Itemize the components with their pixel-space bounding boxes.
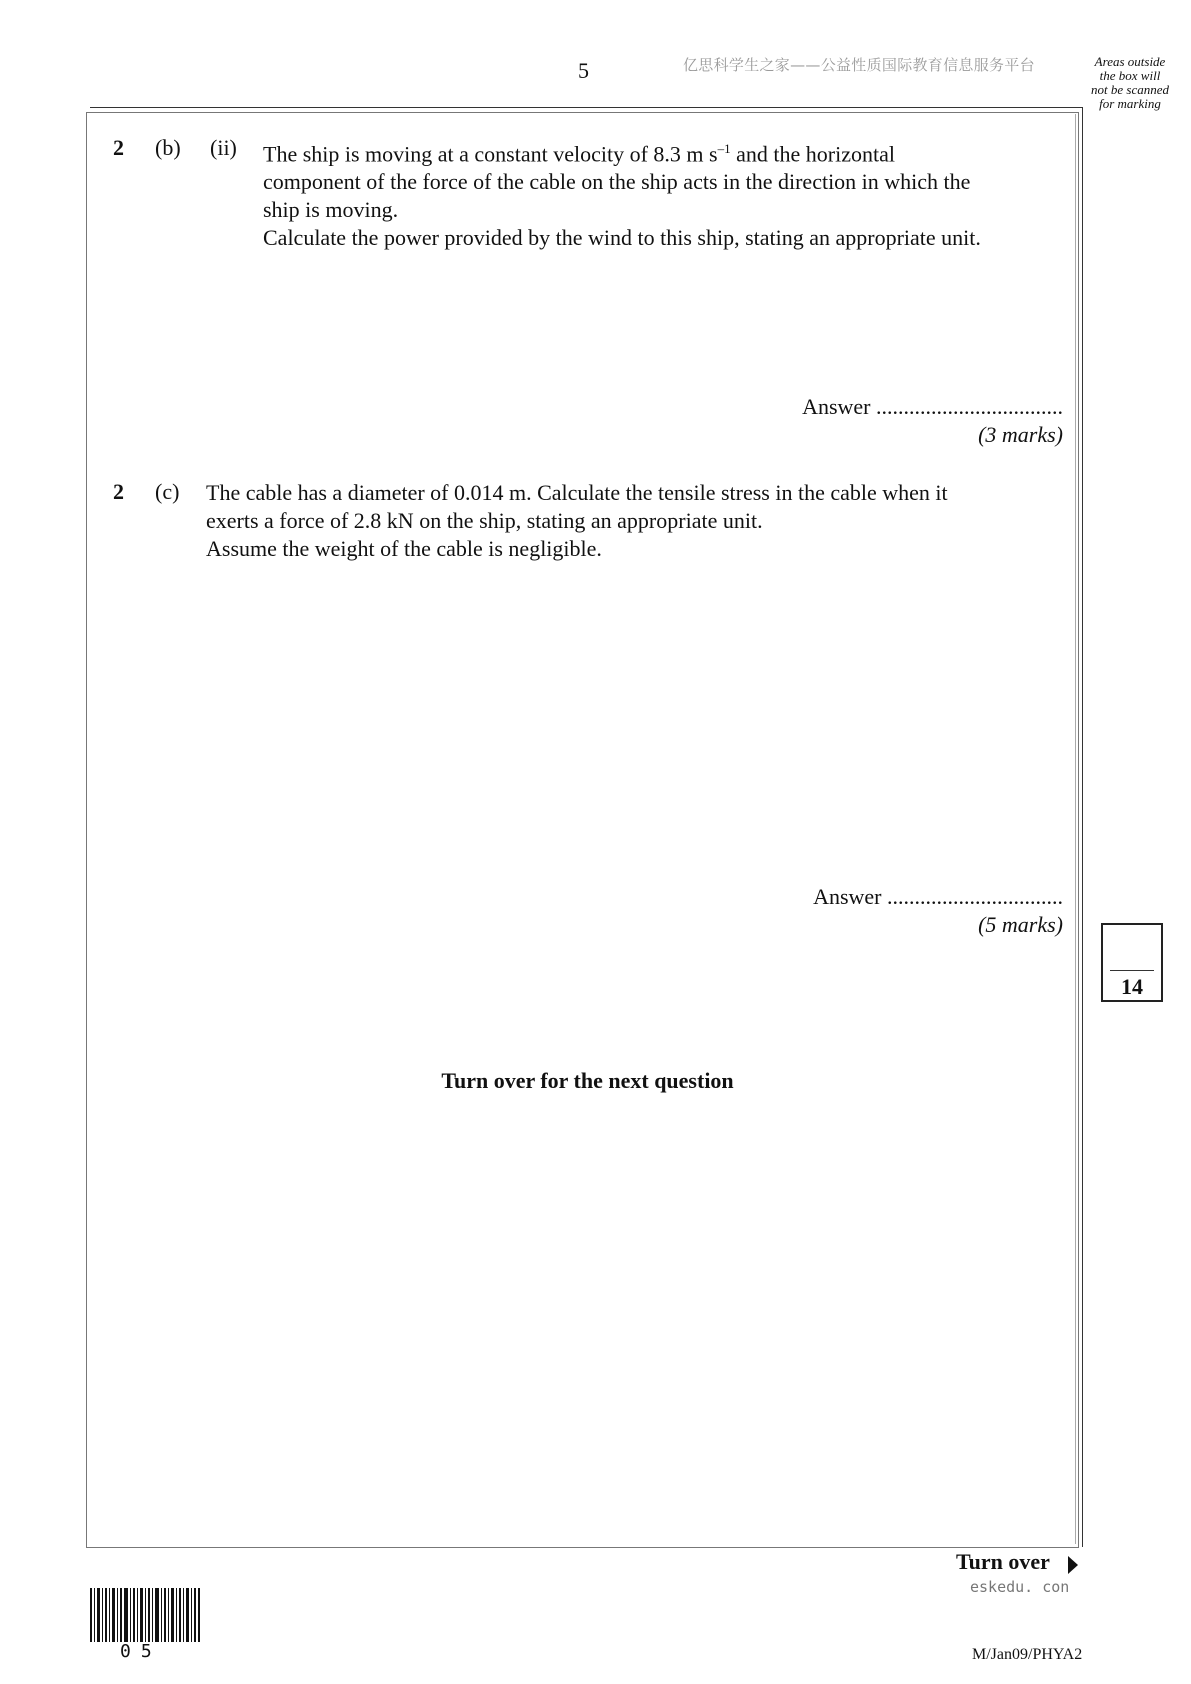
question-number: 2 bbox=[113, 135, 124, 160]
margin-note-line: not be scanned bbox=[1091, 82, 1169, 97]
question-line-part: and the horizontal bbox=[730, 141, 895, 167]
footer-watermark: eskedu. con bbox=[970, 1578, 1070, 1596]
margin-note-line: Areas outside bbox=[1094, 54, 1166, 69]
question-line: Assume the weight of the cable is negligible. bbox=[206, 536, 602, 561]
margin-rule bbox=[1082, 107, 1083, 1547]
question-line bbox=[263, 135, 1073, 168]
score-total: 14 bbox=[1121, 974, 1143, 999]
question-part: (c) bbox=[155, 479, 180, 504]
page-number: 5 bbox=[578, 58, 589, 83]
header-watermark: 亿思科学生之家——公益性质国际教育信息服务平台 bbox=[683, 56, 1035, 74]
turn-over-label: Turn over bbox=[956, 1549, 1050, 1574]
barcode-number: 05 bbox=[120, 1641, 162, 1662]
marks-label: (5 marks) bbox=[978, 912, 1063, 937]
question-text bbox=[206, 479, 1066, 563]
answer-frame-inner-edge bbox=[1075, 114, 1076, 1544]
answer-frame bbox=[86, 112, 1079, 1548]
score-divider bbox=[1110, 970, 1154, 971]
question-part: (b) bbox=[155, 135, 181, 160]
question-line: exerts a force of 2.8 kN on the ship, stating an appropriate unit. bbox=[206, 508, 763, 533]
paper-reference: M/Jan09/PHYA2 bbox=[972, 1646, 1083, 1663]
turn-over-instruction: Turn over for the next question bbox=[441, 1068, 734, 1093]
unit-superscript: –1 bbox=[717, 141, 731, 156]
question-number: 2 bbox=[113, 479, 124, 504]
margin-note-line: for marking bbox=[1099, 96, 1161, 111]
question-line: The cable has a diameter of 0.014 m. Calculate the tensile stress in the cable when it bbox=[206, 480, 948, 505]
margin-note bbox=[1080, 55, 1180, 111]
question-subpart: (ii) bbox=[210, 135, 237, 160]
question-line: ship is moving. bbox=[263, 197, 399, 223]
top-rule bbox=[90, 107, 1083, 108]
question-line: Calculate the power provided by the wind to this ship, stating an appropriate unit. bbox=[263, 225, 981, 251]
play-arrow-icon bbox=[1068, 1556, 1078, 1574]
answer-line: Answer ................................ bbox=[813, 884, 1063, 909]
barcode bbox=[90, 1588, 200, 1642]
marks-label: (3 marks) bbox=[978, 422, 1063, 447]
question-text bbox=[263, 135, 1073, 252]
question-line: component of the force of the cable on the ship acts in the direction in which the bbox=[263, 169, 971, 195]
question-line-part: The ship is moving at a constant velocity of 8.3 m s bbox=[263, 141, 718, 167]
margin-note-line: the box will bbox=[1099, 68, 1161, 83]
answer-line: Answer .................................. bbox=[802, 394, 1063, 419]
